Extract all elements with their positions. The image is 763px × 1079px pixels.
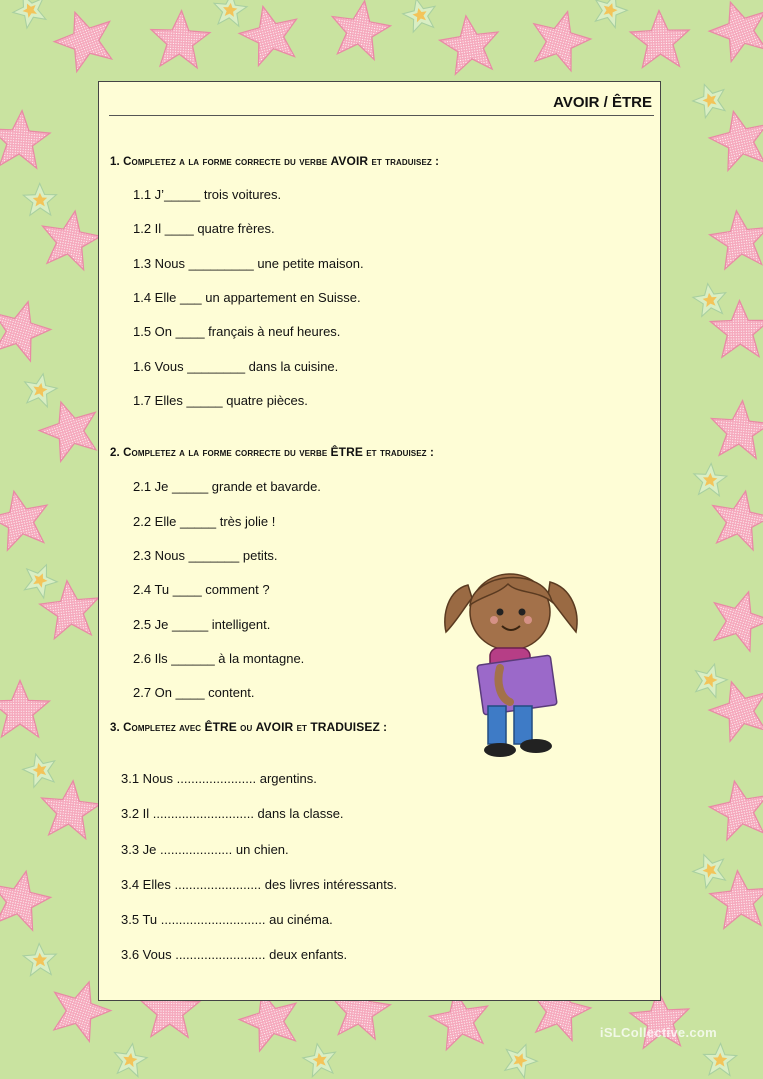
exercise-item: 3.6 Vous ......................... deux enfants. — [121, 947, 348, 962]
exercise-item: 3.3 Je .................... un chien. — [121, 842, 289, 857]
pink-star-icon — [707, 207, 763, 270]
section-1-heading-verb: AVOIR — [330, 154, 369, 168]
pink-star-icon — [234, 0, 305, 68]
green-star-icon — [688, 848, 731, 890]
exercise-item: 3.2 Il ............................ dans la classe. — [121, 806, 344, 821]
pink-star-icon — [0, 294, 56, 364]
section-3-heading-verb1: ÊTRE — [204, 720, 237, 734]
exercise-item: 1.4 Elle ___ un appartement en Suisse. — [133, 290, 361, 305]
exercise-item: 3.5 Tu ............................. au cinéma. — [121, 912, 333, 927]
exercise-item: 3.1 Nous ...................... argentins. — [121, 771, 317, 786]
pink-star-icon — [0, 681, 49, 737]
exercise-item: 1.2 Il ____ quatre frères. — [133, 221, 275, 236]
section-2-heading-pre: 2. Completez a la forme correcte du verbe — [110, 447, 331, 459]
section-3-heading-mid: ou — [236, 722, 256, 734]
watermark-text: iSLCollective.com — [599, 1025, 717, 1040]
green-star-icon — [590, 0, 631, 29]
section-1-heading-post: et traduisez : — [368, 156, 440, 168]
green-star-icon — [20, 750, 60, 789]
green-star-icon — [111, 1041, 149, 1077]
pink-star-icon — [0, 109, 51, 169]
section-3-heading-verb2: AVOIR — [255, 720, 294, 734]
pink-star-icon — [36, 206, 104, 272]
green-star-icon — [499, 1039, 541, 1079]
section-1-heading — [110, 154, 439, 168]
pink-star-icon — [705, 105, 763, 173]
exercise-item: 1.1 J’_____ trois voitures. — [133, 187, 282, 202]
pink-star-icon — [704, 583, 763, 654]
pink-star-icon — [705, 775, 763, 842]
green-star-icon — [400, 0, 439, 33]
exercise-item: 2.6 Ils ______ à la montagne. — [133, 651, 305, 666]
pink-star-icon — [703, 0, 763, 65]
exercise-item: 2.2 Elle _____ très jolie ! — [133, 514, 276, 529]
section-1-heading-pre: 1. Completez a la forme correcte du verbe — [110, 156, 331, 168]
green-star-icon — [19, 558, 62, 600]
pink-star-icon — [0, 485, 54, 552]
exercise-item: 1.7 Elles _____ quatre pièces. — [133, 393, 308, 408]
exercise-item: 1.3 Nous _________ une petite maison. — [133, 256, 364, 271]
pink-star-icon — [706, 485, 763, 552]
green-star-icon — [23, 183, 57, 215]
section-2-heading-verb: ÊTRE — [330, 445, 363, 459]
exercise-item: 2.7 On ____ content. — [133, 685, 255, 700]
green-star-icon — [212, 0, 248, 27]
section-3-heading-post: et — [293, 722, 311, 734]
green-star-icon — [21, 371, 60, 408]
section-3-heading-pre: 3. Completez avec — [110, 722, 205, 734]
exercise-item: 2.5 Je _____ intelligent. — [133, 617, 271, 632]
pink-star-icon — [0, 865, 55, 932]
pink-star-icon — [630, 10, 691, 68]
worksheet-sheet — [98, 81, 661, 1001]
pink-star-icon — [149, 9, 211, 68]
section-3-heading — [110, 720, 387, 734]
exercise-item: 2.4 Tu ____ comment ? — [133, 582, 270, 597]
pink-star-icon — [525, 4, 596, 74]
green-star-icon — [703, 1043, 737, 1076]
section-3-heading-end: : — [379, 722, 388, 734]
green-star-icon — [23, 943, 58, 976]
exercise-item: 2.1 Je _____ grande et bavarde. — [133, 479, 321, 494]
exercise-item: 1.5 On ____ français à neuf heures. — [133, 324, 341, 339]
green-star-icon — [689, 79, 731, 120]
pink-star-icon — [47, 2, 122, 75]
exercise-item: 3.4 Elles ........................ des livres intéressants. — [121, 877, 397, 892]
green-star-icon — [690, 660, 731, 700]
section-2-heading-post: et traduisez : — [362, 447, 434, 459]
section-3-heading-verb3: TRADUISEZ — [310, 720, 380, 734]
worksheet-title: AVOIR / ÊTRE — [553, 94, 652, 111]
exercise-item: 1.6 Vous ________ dans la cuisine. — [133, 359, 339, 374]
pink-star-icon — [708, 398, 763, 459]
exercise-item: 2.3 Nous _______ petits. — [133, 548, 278, 563]
title-divider — [109, 115, 654, 116]
pink-star-icon — [437, 12, 503, 76]
green-star-icon — [691, 281, 728, 317]
girl-illustration — [438, 560, 583, 765]
green-star-icon — [301, 1041, 339, 1078]
pink-star-icon — [38, 778, 102, 840]
pink-star-icon — [327, 0, 394, 61]
section-2-heading — [110, 445, 434, 459]
green-star-icon — [8, 0, 51, 31]
green-star-icon — [692, 462, 727, 496]
pink-star-icon — [38, 578, 102, 640]
